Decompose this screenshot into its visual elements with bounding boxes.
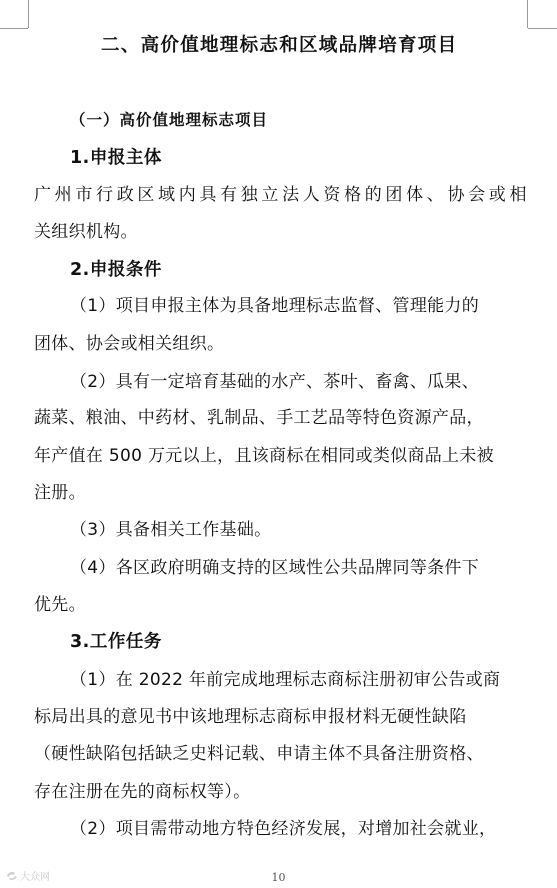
paragraph-line: 标局出具的意见书中该地理标志商标申报材料无硬性缺陷 (34, 707, 467, 727)
paragraph-line: （1）在 2022 年前完成地理标志商标注册初审公告或商 (70, 670, 501, 690)
paragraph-line: （2）具有一定培育基础的水产、茶叶、畜禽、瓜果、 (70, 372, 480, 392)
item-heading-1: 1.申报主体 (70, 148, 162, 168)
watermark (6, 868, 50, 883)
paragraph-line: （1）项目申报主体为具备地理标志监督、管理能力的 (70, 296, 480, 316)
paragraph-line: （3）具备相关工作基础。 (70, 520, 272, 540)
paragraph-line: 注册。 (34, 483, 86, 503)
page-number: 10 (271, 871, 286, 884)
paragraph-line: （硬性缺陷包括缺乏史料记载、申请主体不具备注册资格、 (34, 744, 484, 764)
item-heading-3: 3.工作任务 (70, 632, 162, 652)
paragraph-line: 广 州 市 行 政 区 域 内 具 有 独 立 法 人 资 格 的 团 体 、 协 会 或 相 (34, 185, 527, 205)
paragraph-line: 团体、协会或相关组织。 (34, 334, 225, 354)
paragraph-line: 存在注册在先的商标权等）。 (34, 782, 251, 802)
crop-mark (528, 28, 557, 29)
paragraph-line: 关组织机构。 (34, 222, 138, 242)
subsection-heading: （一）高价值地理标志项目 (70, 111, 269, 129)
paragraph-line: （4）各区政府明确支持的区域性公共品牌同等条件下 (70, 558, 480, 578)
paragraph-line: 年产值在 500 万元以上，且该商标在相同或类似商品上未被 (34, 446, 494, 466)
crop-mark (0, 28, 28, 29)
crop-mark (28, 0, 29, 28)
paragraph-line: （2）项目需带动地方特色经济发展，对增加社会就业， (70, 819, 497, 839)
paragraph-line: 蔬菜、粮油、中药材、乳制品、手工艺品等特色资源产品， (34, 408, 484, 428)
item-heading-2: 2.申报条件 (70, 260, 162, 280)
watermark-logo-icon (6, 870, 18, 882)
crop-mark (527, 0, 528, 28)
section-heading: 二、高价值地理标志和区域品牌培育项目 (101, 35, 458, 56)
paragraph-line: 优先。 (34, 595, 86, 615)
watermark-text: 大众网 (20, 872, 50, 883)
